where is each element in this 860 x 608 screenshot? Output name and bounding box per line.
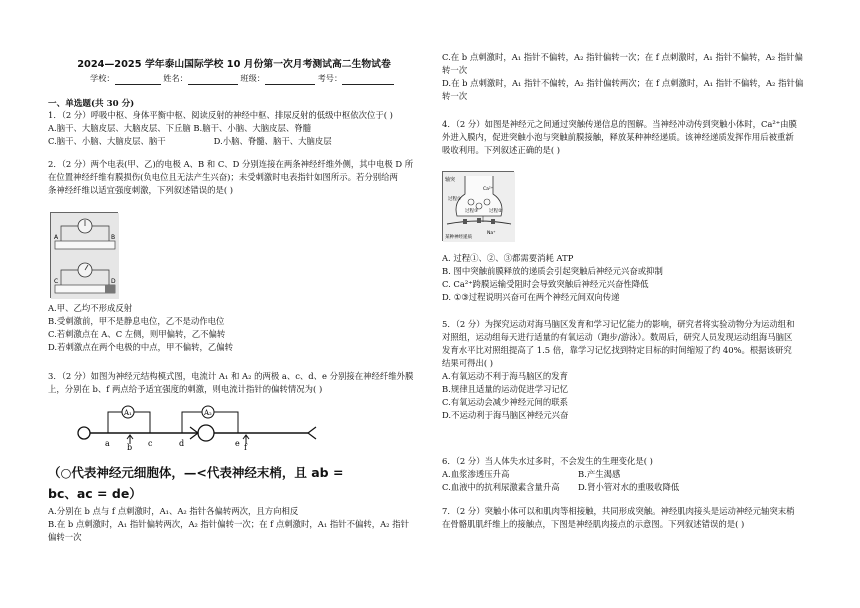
question-2	[48, 158, 420, 197]
question-stem-line: 在骨骼肌肌纤维上的接触点，下图是神经肌肉接点的示意图。下列叙述错误的是( )	[442, 519, 745, 530]
option-c: C. Ca²⁺跨膜运输受阻时会导致突触后神经元兴奋性降低	[442, 279, 649, 290]
neuron-diagram	[70, 400, 330, 450]
option-a: A. 过程①、②、③都需要消耗 ATP	[442, 253, 574, 263]
question-stem-line: 条神经纤维以适宜强度刺激，下列叙述错误的是( )	[48, 185, 234, 196]
question-stem-line: 吸收利用。下列叙述正确的是( )	[442, 145, 561, 156]
section-heading: 一、单选题(共 30 分)	[48, 99, 135, 109]
question-6	[442, 455, 812, 494]
option-a: A.血浆渗透压升高	[442, 469, 510, 480]
label-b: b	[127, 443, 133, 450]
electrode-figure	[50, 212, 118, 298]
option-d: D. ①③过程说明兴奋可在两个神经元间双向传递	[442, 292, 620, 303]
question-stem-line: 4．（2 分）如图是神经元之间通过突触传递信息的图解。当神经冲动传到突触小体时，Ca²⁺由膜	[442, 119, 797, 129]
question-stem-line: 在位置神经纤维有膜损伤(负电位且无法产生兴奋)；未受刺激时电表指针如图所示。若分别给两	[48, 172, 398, 183]
option-c: C.在 b 点刺激时，A₁ 指针不偏转，A₂ 指针偏转一次；在 f 点刺激时，A₁ 指针不偏转，A₂ 指针偏	[442, 52, 803, 62]
note-line: bc、ac = de）	[48, 486, 142, 502]
label-a: a	[105, 439, 110, 448]
option-b: B.受刺激前，甲不是静息电位，乙不是动作电位	[48, 316, 225, 327]
option-c-cont: 转一次	[442, 65, 468, 76]
question-5	[442, 318, 812, 422]
options-cd	[442, 481, 812, 494]
question-2-options	[48, 302, 420, 354]
class-field[interactable]	[265, 76, 315, 85]
question-1	[48, 109, 420, 148]
nerve-fiber-1	[55, 241, 115, 249]
fig-label-b: B	[111, 234, 116, 241]
label-c: c	[148, 439, 153, 448]
question-stem: 6．（2 分）当人体失水过多时，不会发生的生理变化是( )	[442, 456, 653, 466]
option-d: D.肾小管对水的重吸收降低	[578, 482, 680, 493]
school-field[interactable]	[115, 76, 161, 85]
option-a: A.分别在 b 点与 f 点刺激时，A₁、A₂ 指针各偏转两次，且方向相反	[48, 506, 299, 516]
option-b: B.产生渴感	[578, 469, 621, 480]
option-c: C.若刺激点在 A、C 左侧，则甲偏转，乙不偏转	[48, 329, 226, 340]
label-a2: A₂	[204, 409, 212, 417]
exam-no-label: 考号：	[317, 73, 343, 83]
label-axon: 轴突	[445, 177, 456, 183]
option-c: C.血液中的抗利尿激素含量升高	[442, 482, 560, 493]
question-stem: 1．（2 分）呼吸中枢、身体平衡中枢、阅读反射的神经中枢、排尿反射的低级中枢依次位于( )	[48, 110, 393, 120]
label-ca: Ca²⁺	[483, 187, 494, 192]
fig-label-a: A	[54, 234, 59, 241]
question-4-options	[442, 252, 812, 304]
question-4	[442, 118, 812, 157]
question-stem-line: 上，分别在 b、f 两点给予适宜强度的刺激，则电流计指针的偏转情况为( )	[48, 384, 323, 395]
question-3-options	[48, 505, 420, 544]
option-b: B. 图中突触前膜释放的递质会引起突触后神经元兴奋或抑制	[442, 266, 663, 277]
exam-title: 2024—2025 学年泰山国际学校 10 月份第一次月考测试高二生物试卷	[77, 59, 391, 70]
question-7	[442, 505, 812, 531]
name-field[interactable]	[188, 76, 238, 85]
option-d-cont: 转一次	[442, 91, 468, 102]
question-stem-line: 2．（2 分）两个电表(甲、乙)的电极 A、B 和 C、D 分别连接在两条神经纤维外侧，其中电极 D 所	[48, 159, 414, 169]
question-stem-line: 3．（2 分）如图为神经元结构模式图，电流计 A₁ 和 A₂ 的两极 a、c、d、e 分别接在神经纤维外膜	[48, 371, 414, 381]
question-stem-line: 发育水平比对照组提高了 1.5 倍，靠学习记忆找到特定目标的时间缩短了约 40%。根据该研究	[442, 345, 792, 356]
options-ab	[442, 468, 812, 481]
label-process-1: 过程①	[448, 197, 462, 202]
question-stem-line: 对照组，运动组每天进行适量的有氧运动（跑步/游泳）。数周后，研究人员发现运动组海马脑区	[442, 332, 793, 343]
option-c: C.脑干、小脑、大脑皮层、脑干	[48, 136, 166, 147]
student-info-line	[90, 72, 410, 85]
option-d: D.若刺激点在两个电极的中点，甲不偏转，乙偏转	[48, 342, 233, 353]
option-c: C.有氧运动会减少神经元间的联系	[442, 397, 569, 408]
electrode-diagram	[51, 213, 119, 299]
label-e: e	[235, 439, 240, 448]
option-b: B.在 b 点刺激时，A₁ 指针偏转两次，A₂ 指针偏转一次；在 f 点刺激时，A₁ 指针不偏转，A₂ 指针	[48, 519, 409, 530]
synapse-diagram	[443, 172, 515, 242]
question-stem-line: 7．（2 分）突触小体可以和肌肉等相接触，共同形成突触。神经肌肉接头是运动神经元轴突末梢	[442, 506, 795, 516]
label-a1: A₁	[124, 409, 132, 417]
school-label: 学校：	[90, 73, 115, 83]
question-3-options-cont	[442, 51, 812, 103]
note-line: （○代表神经元细胞体，—<代表神经末梢，且 ab =	[48, 465, 344, 480]
label-d: d	[179, 439, 185, 448]
question-stem-line: 结果可得出( )	[442, 358, 494, 369]
question-stem-line: 5．（2 分）为探究运动对海马脑区发育和学习记忆能力的影响，研究者将实验动物分为运动组和	[442, 319, 795, 329]
damaged-area	[105, 285, 115, 293]
cell-body-2	[198, 425, 214, 441]
label-process-2: 过程②	[489, 209, 503, 214]
fig-label-c: C	[54, 278, 59, 285]
option-cd	[48, 135, 420, 148]
label-na: Na⁺	[487, 231, 496, 236]
option-ab: A.脑干、大脑皮层、大脑皮层、下丘脑 B.脑干、小脑、大脑皮层、脊髓	[48, 123, 312, 134]
option-a: A.有氧运动不利于海马脑区的发育	[442, 371, 568, 382]
option-d: D.不运动利于海马脑区神经元兴奋	[442, 410, 569, 421]
label-f: f	[244, 443, 247, 450]
question-3	[48, 370, 420, 396]
class-label: 班级：	[240, 73, 265, 83]
name-label: 姓名：	[163, 73, 188, 83]
option-b-cont: 偏转一次	[48, 532, 82, 543]
fig-label-d: D	[111, 278, 116, 285]
synapse-figure	[442, 171, 514, 241]
exam-no-field[interactable]	[342, 76, 394, 85]
option-b: B.规律且适量的运动促进学习记忆	[442, 384, 569, 395]
diagram-note	[48, 462, 420, 505]
label-process-3: 过程③	[465, 209, 479, 214]
cell-body-1	[78, 427, 90, 439]
question-stem-line: 外进入膜内，促进突触小泡与突触前膜接触，释放某种神经递质。该神经递质发挥作用后被重新	[442, 132, 794, 143]
option-d: D.小脑、脊髓、脑干、大脑皮层	[213, 136, 332, 147]
label-transmitter: 某种神经递质	[445, 235, 472, 240]
option-d: D.在 b 点刺激时，A₁ 指针不偏转，A₂ 指针偏转两次；在 f 点刺激时，A₁ 指针不偏转，A₂ 指针偏	[442, 78, 804, 89]
option-a: A.甲、乙均不形成反射	[48, 303, 133, 313]
